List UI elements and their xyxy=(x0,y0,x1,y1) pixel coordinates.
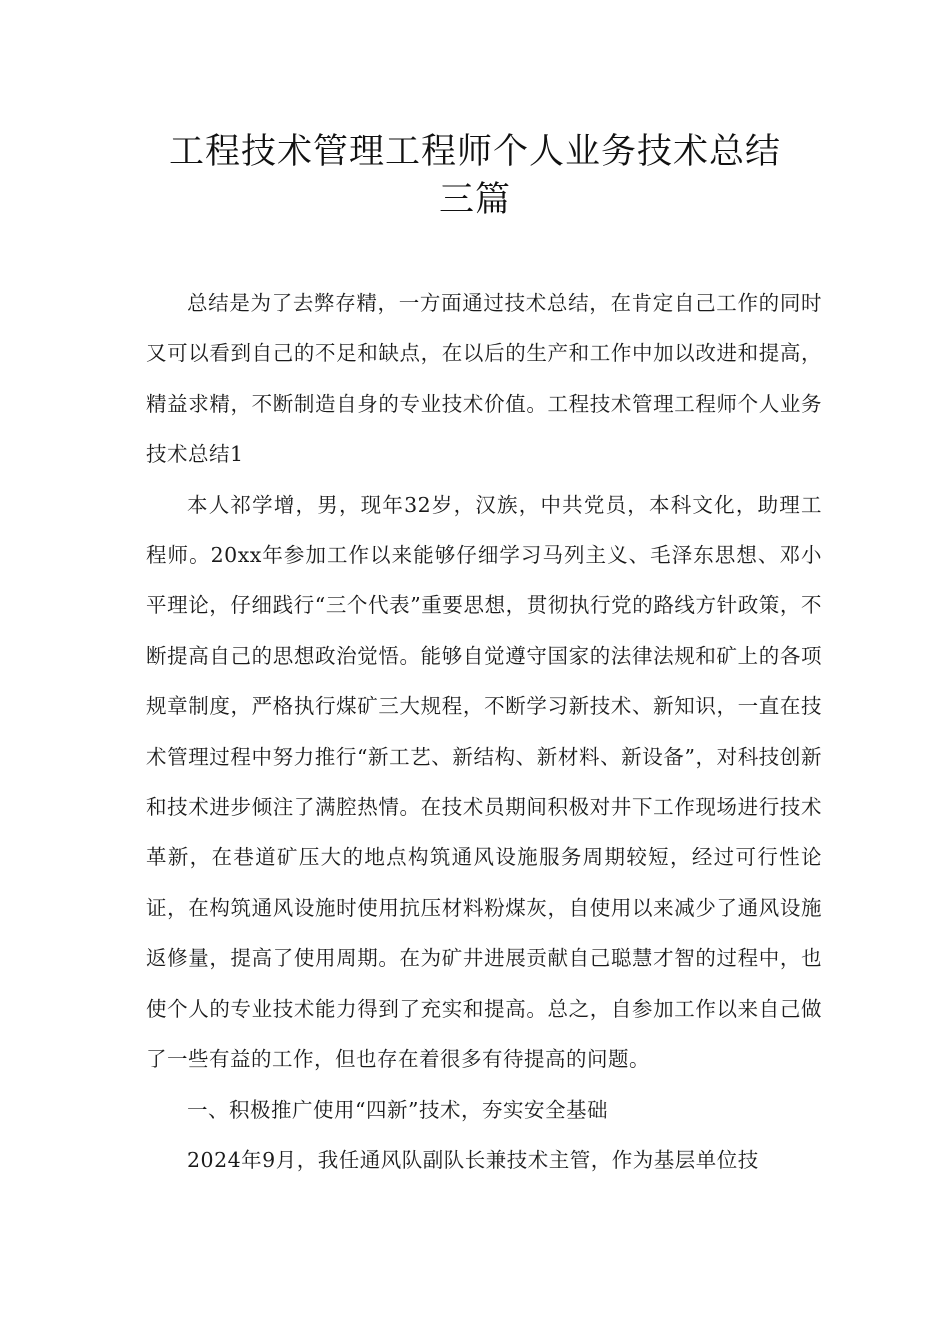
paragraph-intro: 总结是为了去弊存精，一方面通过技术总结，在肯定自己工作的同时又可以看到自己的不足和缺点，在以后的生产和工作中加以改进和提高，精益求精，不断制造自身的专业技术价值。工程技术管理工程师个人业务技术总结1 xyxy=(146,291,822,467)
section-heading-1: 一、积极推广使用“四新”技术，夯实安全基础 xyxy=(187,1097,608,1122)
title-line-2: 三篇 xyxy=(438,180,511,220)
document-title xyxy=(120,128,830,224)
paragraph-section-1: 2024年9月，我任通风队副队长兼技术主管，作为基层单位技 xyxy=(187,1147,759,1172)
title-line-1: 工程技术管理工程师个人业务技术总结 xyxy=(168,132,781,172)
document-body xyxy=(146,278,822,1185)
paragraph-profile: 本人祁学增，男，现年32岁，汉族，中共党员，本科文化，助理工程师。20xx年参加工作以来能够仔细学习马列主义、毛泽东思想、邓小平理论，仔细践行“三个代表”重要思想，贯彻执行党的路线方针政策，不断提高自己的思想政治觉悟。能够自觉遵守国家的法律法规和矿上的各项规章制度，严格执行煤矿三大规程，不断学习新技术、新知识，一直在技术管理过程中努力推行“新工艺、新结构、新材料、新设备”，对科技创新和技术进步倾注了满腔热情。在技术员期间积极对井下工作现场进行技术革新，在巷道矿压大的地点构筑通风设施服务周期较短，经过可行性论证，在构筑通风设施时使用抗压材料粉煤灰，自使用以来减少了通风设施返修量，提高了使用周期。在为矿井进展贡献自己聪慧才智的过程中，也使个人的专业技术能力得到了充实和提高。总之，自参加工作以来自己做了一些有益的工作，但也存在着很多有待提高的问题。 xyxy=(146,492,822,1072)
